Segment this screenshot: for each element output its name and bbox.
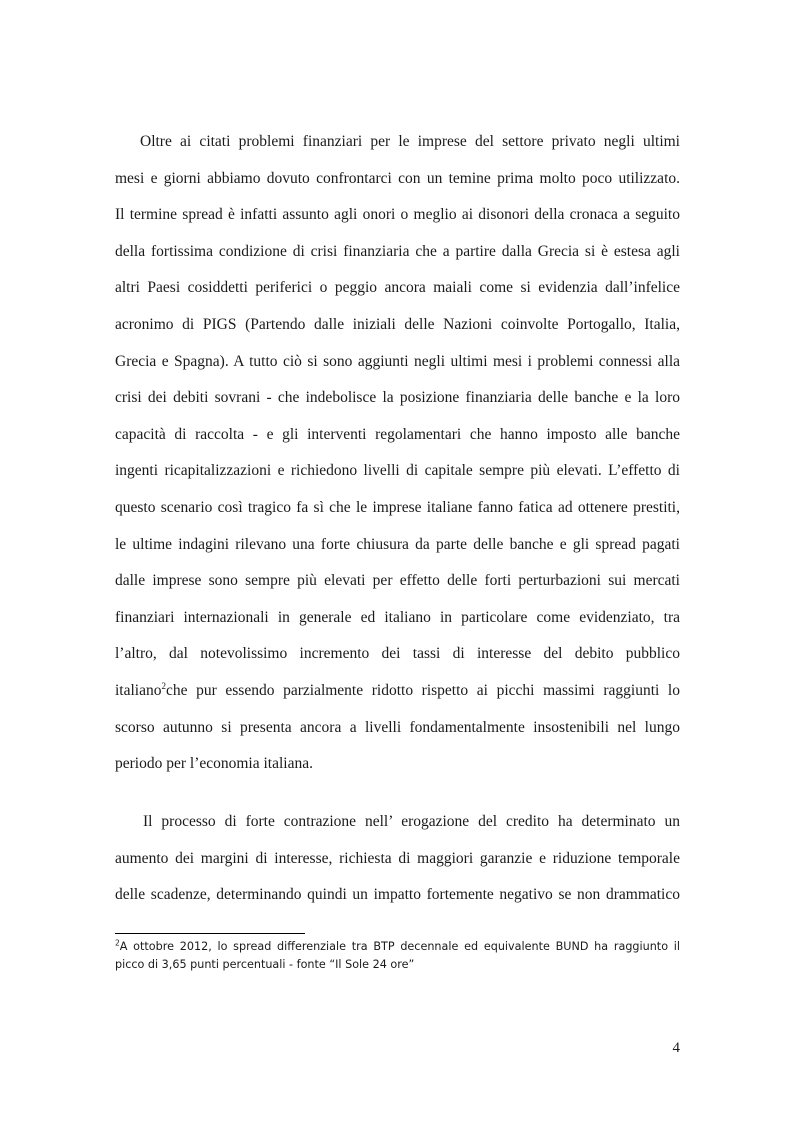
paragraph-line: altri Paesi cosiddetti periferici o peggio ancora maiali come si evidenzia dall’infelice <box>115 279 680 297</box>
paragraph-line: Oltre ai citati problemi finanziari per le imprese del settore privato negli ultimi <box>140 133 680 150</box>
footnote-reference[interactable]: 2 <box>161 680 166 691</box>
paragraph-line: Il termine spread è infatti assunto agli onori o meglio ai disonori della cronaca a seguito <box>115 206 680 224</box>
paragraph-line: crisi dei debiti sovrani - che indebolisce la posizione finanziaria delle banche e la loro <box>115 389 680 407</box>
paragraph-line: aumento dei margini di interesse, richiesta di maggiori garanzie e riduzione temporale <box>115 849 680 867</box>
paragraph-line: dalle imprese sono sempre più elevati per effetto delle forti perturbazioni sui mercati <box>115 572 680 590</box>
paragraph-line-with-footnote-ref <box>115 673 680 710</box>
paragraph-line: questo scenario così tragico fa sì che le imprese italiane fanno fatica ad ottenere prestiti, <box>115 498 680 516</box>
footnote-separator <box>115 933 305 934</box>
paragraph-line: periodo per l’economia italiana. <box>115 755 313 773</box>
paragraph-line: mesi e giorni abbiamo dovuto confrontarci con un temine prima molto poco utilizzato. <box>115 169 680 187</box>
footnote <box>115 938 680 974</box>
paragraph-2 <box>115 804 680 914</box>
paragraph-line: scorso autunno si presenta ancora a livelli fondamentalmente insostenibili nel lungo <box>115 718 680 736</box>
paragraph-line: capacità di raccolta - e gli interventi regolamentari che hanno imposto alle banche <box>115 425 680 443</box>
line-text-end: che pur essendo parzialmente ridotto rispetto ai picchi massimi raggiunti lo <box>166 681 680 699</box>
paragraph-line: delle scadenze, determinando quindi un impatto fortemente negativo se non drammatico <box>115 886 680 904</box>
line-text-start: italiano <box>115 681 162 699</box>
footnote-line <box>115 938 680 956</box>
paragraph-line: Il processo di forte contrazione nell’ erogazione del credito ha determinato un <box>143 813 680 830</box>
paragraph-line: le ultime indagini rilevano una forte chiusura da parte delle banche e gli spread pagati <box>115 535 680 553</box>
paragraph-line: Grecia e Spagna). A tutto ciò si sono aggiunti negli ultimi mesi i problemi connessi alla <box>115 352 680 370</box>
paragraph-line: l’altro, dal notevolissimo incremento dei tassi di interesse del debito pubblico <box>115 645 680 663</box>
page-number: 4 <box>672 1040 680 1056</box>
paragraph-line: finanziari internazionali in generale ed italiano in particolare come evidenziato, tra <box>115 608 680 626</box>
paragraph-1 <box>115 124 680 783</box>
paragraph-line: acronimo di PIGS (Partendo dalle iniziali delle Nazioni coinvolte Portogallo, Italia, <box>115 315 680 333</box>
footnote-text-1: A ottobre 2012, lo spread differenziale tra BTP decennale ed equivalente BUND ha raggiunto il <box>119 940 680 953</box>
paragraph-line: della fortissima condizione di crisi finanziaria che a partire dalla Grecia si è estesa agli <box>115 242 680 260</box>
footnote-marker: 2 <box>115 938 120 948</box>
footnote-text-2: picco di 3,65 punti percentuali - fonte “Il Sole 24 ore” <box>115 958 415 971</box>
paragraph-line: ingenti ricapitalizzazioni e richiedono livelli di capitale sempre più elevati. L’effetto di <box>115 462 680 480</box>
